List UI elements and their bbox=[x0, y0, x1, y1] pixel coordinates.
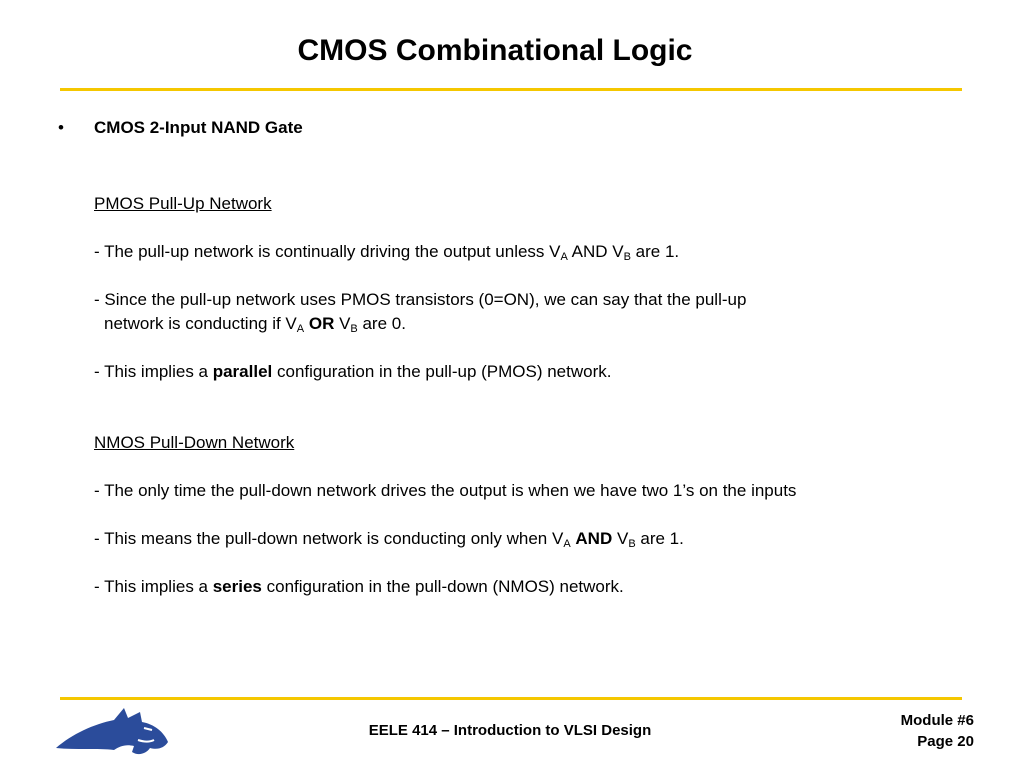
bullet-heading: CMOS 2-Input NAND Gate bbox=[94, 118, 303, 137]
nmos-line-2: - This means the pull-down network is conducting only when $V_A$ AND $V_B$ are 1. bbox=[94, 529, 684, 550]
bottom-divider bbox=[60, 697, 962, 700]
footer-course-title: EELE 414 – Introduction to VLSI Design bbox=[368, 722, 652, 739]
slide-title: CMOS Combinational Logic bbox=[297, 34, 693, 67]
bullet-marker: • bbox=[58, 118, 64, 137]
footer-page-info bbox=[901, 710, 974, 752]
pmos-line-3: - This implies a parallel configuration in the pull-up (PMOS) network. bbox=[94, 362, 612, 381]
footer-module: Module #6 bbox=[900, 712, 974, 729]
pmos-line-2b: network is conducting if $V_A$ OR $V_B$ are 0. bbox=[104, 314, 406, 335]
top-divider bbox=[60, 88, 962, 91]
footer-page-number: Page 20 bbox=[917, 733, 974, 750]
nmos-line-1: - The only time the pull-down network drives the output is when we have two 1’s on the inputs bbox=[94, 481, 797, 500]
nmos-section-title: NMOS Pull-Down Network bbox=[94, 433, 295, 452]
pmos-section-title: PMOS Pull-Up Network bbox=[94, 194, 272, 213]
pmos-line-1: - The pull-up network is continually driving the output unless $V_A$ AND $V_B$ are 1. bbox=[94, 242, 680, 263]
nmos-line-3: - This implies a series configuration in the pull-down (NMOS) network. bbox=[94, 577, 624, 596]
pmos-line-2a: - Since the pull-up network uses PMOS transistors (0=ON), we can say that the pull-up bbox=[94, 290, 747, 309]
bobcat-logo-icon bbox=[54, 704, 170, 760]
